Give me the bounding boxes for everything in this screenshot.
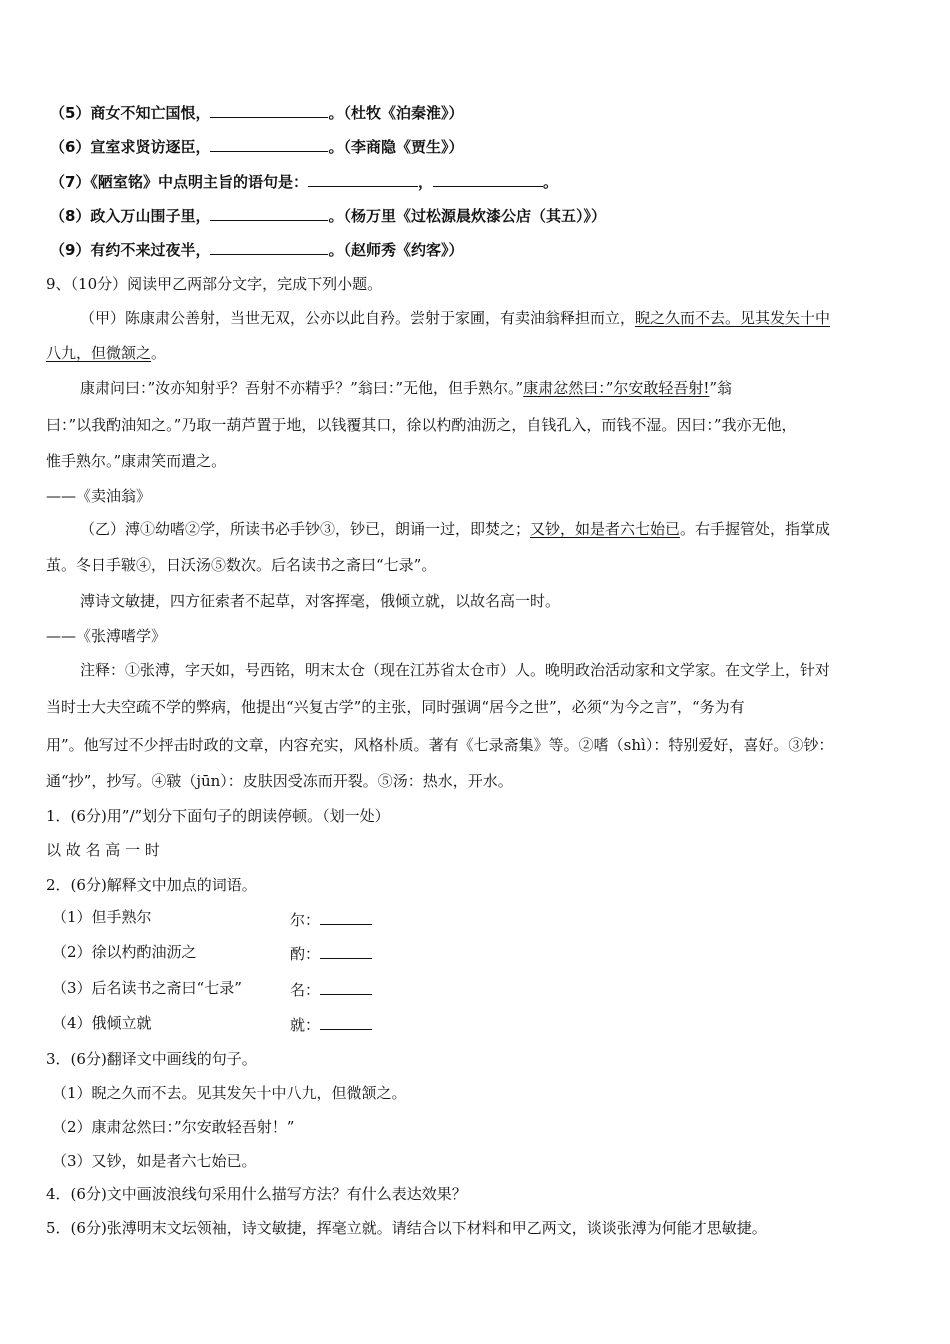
question-2-item-right [290, 980, 372, 1000]
fill-item-8 [50, 206, 606, 226]
notes-line: 通“抄”，抄写。④皲（jūn）：皮肤因受冻而开裂。⑤汤：热水，开水。 [46, 772, 513, 790]
passage-text: ”翁 [709, 379, 733, 397]
passage-yi-line: 茧。冬日手皲④，日沃汤⑤数次。后名读书之斋曰“七录”。 [46, 556, 437, 574]
question-5: 5．(6分)张溥明末文坛领袖，诗文敏捷，挥毫立就。请结合以下材料和甲乙两文，谈谈张溥为何能才思敏捷。 [46, 1219, 767, 1237]
question-2-item-left: （2）徐以杓酌油沥之 [52, 943, 197, 961]
word-label: 名： [290, 981, 321, 999]
question-2-item-right [290, 1015, 372, 1035]
underlined-sentence: 睨之久而不去。见其发矢十中 [635, 309, 831, 327]
answer-blank[interactable] [308, 172, 418, 187]
question-2-item-right [290, 910, 372, 930]
answer-blank[interactable] [320, 944, 372, 959]
notes-line: 注释：①张溥，字天如，号西铭，明末太仓（现在江苏省太仓市）人。晚明政治活动家和文学家。在文学上，针对 [80, 661, 831, 679]
question-3-item: （3）又钞，如是者六七始已。 [52, 1152, 257, 1170]
fill-item-text: （8）政入万山围子里， [50, 207, 211, 225]
fill-item-text: （6）宣室求贤访逐臣， [50, 138, 211, 156]
underlined-sentence: 康肃忿然曰：”尔安敢轻吾射! [523, 379, 710, 397]
answer-blank[interactable] [210, 103, 328, 118]
question-4: 4．(6分)文中画波浪线句采用什么描写方法？有什么表达效果？ [46, 1185, 467, 1203]
fill-item-source: 。（赵师秀《约客》） [328, 241, 464, 259]
question-2-item-left: （1）但手熟尔 [52, 908, 152, 926]
passage-text: （甲）陈康肃公善射，当世无双，公亦以此自矜。尝射于家圃，有卖油翁释担而立， [80, 309, 636, 327]
question-2: 2．(6分)解释文中加点的词语。 [46, 876, 257, 894]
passage-source: ——《卖油翁》 [46, 487, 152, 505]
fill-item-source: 。（杜牧《泊秦淮》） [328, 104, 464, 122]
answer-blank[interactable] [320, 1015, 372, 1030]
fill-item-end: 。 [542, 173, 558, 191]
question-2-item-left: （3）后名读书之斋曰“七录” [52, 979, 242, 997]
passage-jia-line: 惟手熟尔。”康肃笑而遣之。 [46, 452, 227, 470]
passage-text: 曰：”以我酌油知之。”乃取一葫芦置于地，以钱覆其口，徐以杓酌油沥之，自钱孔入，而钱不湿。因曰：”我亦无他， [46, 416, 797, 434]
passage-jia-line [80, 378, 732, 398]
passage-jia-line [46, 415, 797, 435]
passage-jia-line [46, 343, 166, 363]
answer-blank[interactable] [210, 240, 328, 255]
passage-text: 。右手握管处，指掌成 [680, 520, 831, 538]
word-label: 酌： [290, 945, 321, 963]
fill-item-7 [50, 172, 558, 192]
underlined-sentence: 又钞，如是者六七始已 [530, 520, 681, 538]
underlined-sentence: 八九，但微颔之 [46, 344, 152, 362]
passage-jia-line [80, 308, 830, 328]
answer-blank[interactable] [433, 172, 543, 187]
fill-item-sep: ， [417, 173, 433, 191]
passage-source: ——《张溥嗜学》 [46, 627, 167, 645]
passage-text: （乙）溥①幼嗜②学，所读书必手钞③，钞已，朗诵一过，即焚之； [80, 520, 531, 538]
answer-blank[interactable] [210, 137, 328, 152]
fill-item-text: （5）商女不知亡国恨， [50, 104, 211, 122]
fill-item-9 [50, 240, 463, 260]
fill-item-text: （9）有约不来过夜半， [50, 241, 211, 259]
passage-yi-line: 溥诗文敏捷，四方征索者不起草，对客挥毫，俄倾立就，以故名高一时。 [80, 592, 561, 610]
answer-blank[interactable] [320, 910, 372, 925]
fill-item-5 [50, 103, 463, 123]
passage-yi-line [80, 519, 830, 539]
question-3-item: （2）康肃忿然曰：”尔安敢轻吾射！” [52, 1118, 295, 1136]
word-label: 就： [290, 1016, 321, 1034]
word-label: 尔： [290, 911, 321, 929]
question-2-item-left: （4）俄倾立就 [52, 1014, 152, 1032]
passage-text: 康肃问曰：”汝亦知射乎？吾射不亦精乎？”翁曰：”无他，但手熟尔。” [80, 379, 524, 397]
notes-line: 当时士大夫空疏不学的弊病，他提出“兴复古学”的主张，同时强调“居今之世”，必须“为今之言”，“务为有 [46, 698, 745, 716]
question-1: 1．(6分)用”/”划分下面句子的朗读停顿。（划一处） [46, 807, 390, 825]
question-3-item: （1）睨之久而不去。见其发矢十中八九，但微颔之。 [52, 1084, 407, 1102]
answer-blank[interactable] [210, 206, 328, 221]
question-2-item-right [290, 944, 372, 964]
fill-item-source: 。（杨万里《过松源晨炊漆公店（其五）》） [328, 207, 606, 225]
answer-blank[interactable] [320, 980, 372, 995]
question-1-sentence: 以 故 名 高 一 时 [46, 841, 160, 859]
passage-text: 。 [151, 344, 167, 362]
fill-item-source: 。（李商隐《贾生》） [328, 138, 464, 156]
question-3: 3．(6分)翻译文中画线的句子。 [46, 1050, 257, 1068]
notes-line: 用”。他写过不少抨击时政的文章，内容充实，风格朴质。著有《七录斋集》等。②嗜（shì）：特别爱好，喜好。③钞： [46, 736, 834, 754]
fill-item-text: （7）《陋室铭》中点明主旨的语句是： [50, 173, 308, 191]
question-9-heading: 9、（10分）阅读甲乙两部分文字，完成下列小题。 [46, 275, 383, 293]
fill-item-6 [50, 137, 463, 157]
